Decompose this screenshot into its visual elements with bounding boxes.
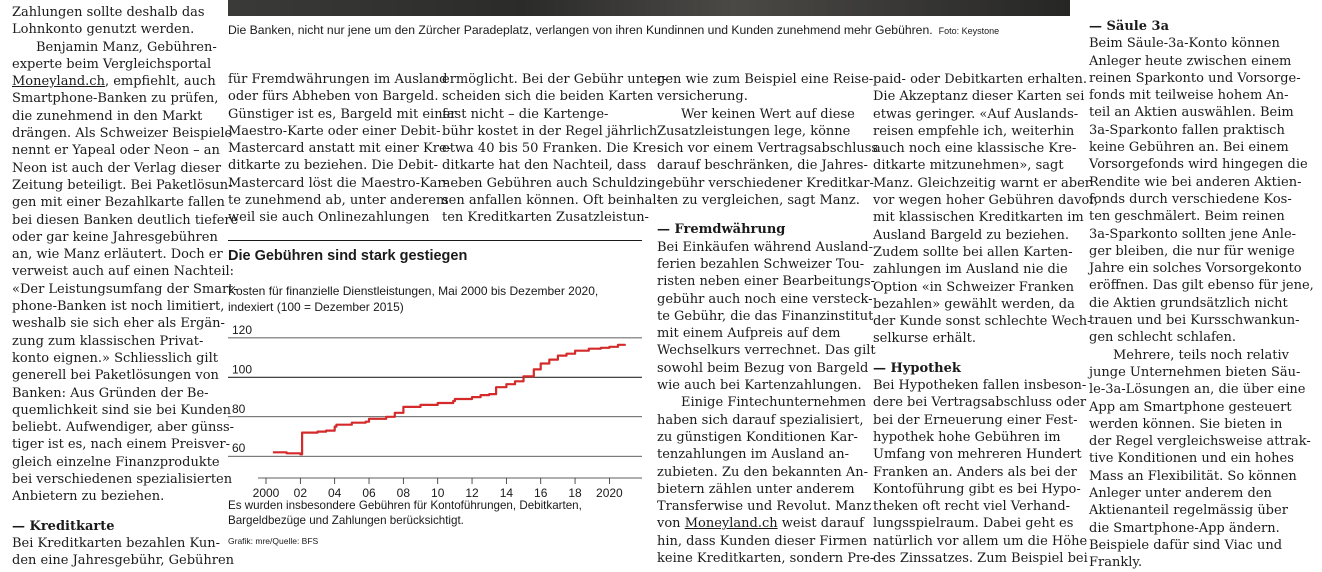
text-line: fonds mit teilweise hohem An- — [1089, 88, 1289, 104]
x-tick-label: 12 — [465, 486, 479, 498]
article-column-4 — [657, 71, 879, 567]
article-column-3 — [442, 71, 668, 227]
text-line: für Fremdwährungen im Ausland — [228, 72, 448, 87]
text-line: Option «in Schweizer Franken — [873, 279, 1075, 295]
text-line: trauen und bei Kursschwankun- — [1089, 313, 1300, 329]
text-line: risten neben einer Bearbeitungs- — [657, 274, 876, 290]
x-tick-label: 06 — [362, 486, 376, 498]
section-heading-hypothek: — Hypothek — [873, 360, 961, 376]
text-line: Anleger unter anderem den — [1089, 486, 1272, 502]
photo-caption — [228, 23, 1088, 37]
text-line: reinen Sparkonto und Vorsorge- — [1089, 70, 1301, 86]
text-line: ten zu vergleichen, sagt Manz. — [657, 193, 860, 209]
text-line: ferien bezahlen Schweizer Tou- — [657, 256, 865, 272]
text-line: werden können. Sie bieten in — [1089, 416, 1283, 432]
y-tick-label: 120 — [232, 322, 253, 337]
chart-title: Die Gebühren sind stark gestiegen — [228, 248, 468, 264]
text-line: oder gar keine Jahresgebühren — [12, 229, 218, 245]
text-line: Mass an Flexibilität. So können — [1089, 468, 1297, 484]
text-line: nennt er Yapeal oder Neon – an — [12, 143, 220, 159]
text-line: die zunehmend in den Markt — [12, 108, 203, 124]
text-line: gen mit einer Bezahlkarte fallen — [12, 195, 225, 211]
article-photo — [228, 0, 1070, 16]
text-line: teil an Aktien auswählen. Beim — [1089, 105, 1294, 121]
text-line: phone-Banken ist noch limitiert, — [12, 299, 225, 315]
chart-note: Es wurden insbesondere Gebühren für Kontoführungen, Debitkarten, Bargeldbezüge und Zahlungen berücksichtigt. — [228, 499, 582, 527]
col6-para-a — [1089, 35, 1314, 346]
text-line: 3a-Sparkonto fallen praktisch — [1089, 122, 1285, 138]
text-line: bietern zählen unter anderem — [657, 481, 855, 497]
text-line: lungsspielraum. Dabei geht es — [873, 516, 1074, 532]
text-line: Kontoführung gibt es bei Hypo- — [873, 481, 1081, 497]
text-line: Anbietern zu beziehen. — [12, 489, 165, 505]
text-line: fonds durch verschiedene Kos- — [1089, 191, 1292, 207]
section-heading-fremdwaehrung: — Fremdwährung — [657, 222, 786, 238]
text-line: sich vor einem Vertragsabschluss — [657, 141, 879, 157]
article-column-5 — [873, 71, 1099, 567]
text-line: te Gebühr, die das Finanzinstitut — [657, 308, 874, 324]
y-tick-label: 100 — [232, 362, 253, 377]
text-line: junge Unternehmen bieten Säu- — [1089, 364, 1301, 380]
text-line: von Moneyland.ch weist darauf — [657, 516, 864, 532]
text-line: Zusatzleistungen lege, könne — [657, 123, 851, 139]
text-line: Smartphone-Banken zu prüfen, — [12, 91, 219, 107]
text-line: Umfang von mehreren Hundert — [873, 447, 1082, 463]
text-line: Neon ist auch der Verlag dieser — [12, 160, 222, 176]
text-line: Mastercard anstatt mit einer Kre- — [228, 141, 452, 157]
text-line: darauf beschränken, die Jahres- — [657, 158, 868, 174]
chart-subtitle: Kosten für finanzielle Dienstleistungen, Mai 2000 bis Dezember 2020, indexiert (100 = Dezember 2015) — [228, 284, 599, 314]
text-line: mit klassischen Kreditkarten im — [873, 210, 1084, 226]
text-line: gen schlecht schlafen. — [1089, 330, 1236, 346]
chart-top-rule — [228, 240, 642, 241]
chart — [228, 240, 642, 558]
x-tick-label: 02 — [293, 486, 308, 498]
text-line: Vorsorgefonds wird hingegen die — [1089, 157, 1308, 173]
text-line: Frankly. — [1089, 555, 1143, 571]
text-line: mit einem Aufpreis auf dem — [657, 326, 841, 342]
text-line: zung zum klassischen Privat- — [12, 333, 204, 349]
col4-para-b-first: Wer keinen Wert auf diese — [681, 106, 855, 122]
text-line: haben sich darauf spezialisiert, — [657, 412, 864, 428]
col5-para-b — [873, 377, 1088, 567]
text-line: Beispiele dafür sind Viac und — [1089, 537, 1283, 553]
text-line: ditkarte zu beziehen. Die Debit- — [228, 158, 438, 174]
text-line: sowohl beim Bezug von Bargeld — [657, 360, 869, 376]
text-line: bühr kostet in der Regel jährlich — [442, 123, 658, 139]
moneyland-link[interactable]: Moneyland.ch — [684, 516, 778, 532]
x-tick-label: 04 — [327, 486, 342, 498]
text-line: reisen empfehle ich, weiterhin — [873, 123, 1075, 139]
text-line: weil sie auch Onlinezahlungen — [228, 210, 430, 226]
x-tick-label: 16 — [534, 486, 548, 498]
text-line: gen wie zum Beispiel eine Reise- — [657, 72, 874, 87]
text-line: Manz. Gleichzeitig warnt er aber — [873, 175, 1091, 191]
text-line: ditkarte mitzunehmen», sagt — [873, 158, 1064, 174]
text-line: Ausland Bargeld zu beziehen. — [873, 227, 1069, 243]
col6-para-b — [1089, 364, 1311, 572]
text-line: zahlungen im Ausland nie die — [873, 262, 1068, 278]
text-line: Anleger heute zwischen einem — [1089, 53, 1292, 69]
text-line: ermöglicht. Bei der Gebühr unter- — [442, 72, 668, 87]
text-line: der Kunde sonst schlechte Wech- — [873, 314, 1092, 330]
text-line: bei diesen Banken deutlich tiefere — [12, 212, 239, 228]
text-line: an, wie Manz erläutert. Doch er — [12, 247, 223, 263]
col1-para-b-first: Benjamin Manz, Gebühren- — [36, 39, 217, 55]
col4-para-a — [657, 71, 874, 106]
text-line: zu günstigen Konditionen Kar- — [657, 429, 858, 445]
text-line: Zahlungen sollte deshalb das — [12, 5, 205, 20]
y-tick-label: 60 — [232, 441, 246, 456]
x-tick-label: 14 — [499, 486, 514, 498]
text-line: Maestro-Karte oder einer Debit- — [228, 123, 441, 139]
text-line: dere bei Vertragsabschluss oder — [873, 395, 1087, 411]
col4-para-d-first: Einige Fintechunternehmen — [681, 395, 867, 411]
section-heading-kreditkarte: — Kreditkarte — [12, 518, 115, 534]
col4-para-d — [657, 412, 875, 568]
col3-para — [442, 71, 668, 227]
x-tick-label: 2000 — [252, 486, 280, 498]
text-line: paid- oder Debitkarten erhalten. — [873, 72, 1087, 87]
series-line — [273, 345, 625, 455]
article-column-6 — [1089, 18, 1314, 572]
text-line: keine Kreditkarten, sondern Pre- — [657, 551, 875, 567]
text-line: hin, dass Kunden dieser Firmen — [657, 533, 868, 549]
chart-plot — [228, 322, 642, 498]
text-line: etwas geringer. «Auf Auslands- — [873, 106, 1079, 122]
text-line: Bei Einkäufen während Ausland- — [657, 239, 873, 255]
text-line: Mastercard löst die Maestro-Kar- — [228, 175, 449, 191]
text-line: versicherung. — [657, 89, 748, 105]
text-line: scheiden sich die beiden Karten — [442, 89, 654, 105]
text-line: tive Konditionen und ein hohes — [1089, 451, 1294, 467]
text-line: generell bei Paketlösungen von — [12, 368, 219, 384]
text-line: Banken: Aus Gründen der Be- — [12, 385, 209, 401]
text-line: sen anfallen können. Oft beinhal- — [442, 193, 661, 209]
text-line: Lohnkonto genutzt werden. — [12, 22, 195, 38]
text-line: ten Kreditkarten Zusatzleistun- — [442, 210, 649, 226]
text-line: experte beim Vergleichsportal — [12, 56, 212, 72]
section-heading-saeule-3a: — Säule 3a — [1089, 19, 1169, 34]
text-line: Jahre ein solches Vorsorgekonto — [1089, 261, 1302, 277]
text-line: theken oft recht viel Verhand- — [873, 499, 1071, 515]
col4-para-c — [657, 239, 876, 395]
text-line: ditkarte hat den Nachteil, dass — [442, 158, 647, 174]
text-line: eröffnen. Das gilt ebenso für jene, — [1089, 278, 1314, 294]
text-line: auch noch eine klassische Kre- — [873, 141, 1077, 157]
text-line: bei der Erneuerung einer Fest- — [873, 412, 1078, 428]
col5-para-a — [873, 71, 1099, 348]
text-line: wie auch bei Kartenzahlungen. — [657, 378, 862, 394]
col2-para — [228, 71, 457, 227]
text-line: 3a-Sparkonto sollten jene Anle- — [1089, 226, 1297, 242]
text-line: Aktienanteil regelmässig über — [1089, 503, 1288, 519]
x-tick-label: 2020 — [596, 486, 623, 498]
x-tick-label: 08 — [396, 486, 411, 498]
text-line: ger bleiben, die nur für wenige — [1089, 243, 1295, 259]
moneyland-link[interactable]: Moneyland.ch — [12, 74, 105, 90]
text-line: gebühr verschiedener Kreditkar- — [657, 175, 874, 191]
text-line: Die Akzeptanz dieser Karten sei — [873, 89, 1085, 105]
text-line: Wechselkurs verrechnet. Das gilt — [657, 343, 876, 359]
text-line: die Aktien grundsätzlich nicht — [1089, 295, 1288, 311]
col4-para-b — [657, 123, 879, 209]
text-line: tenzahlungen im Ausland an- — [657, 447, 849, 463]
text-line: gleich einzelne Finanzprodukte — [12, 454, 220, 470]
text-line: Günstiger ist es, Bargeld mit einer — [228, 106, 457, 122]
text-line: «Der Leistungsumfang der Smart- — [12, 281, 238, 297]
col6-para-b-first: Mehrere, teils noch relativ — [1113, 347, 1290, 363]
text-line: fast nicht – die Kartenge- — [442, 106, 609, 122]
photo-credit: Foto: Keystone — [938, 26, 1000, 36]
y-tick-label: 80 — [232, 401, 246, 416]
text-line: keine Gebühren an. Bei einem — [1089, 140, 1289, 156]
text-line: beliebt. Aufwendiger, aber günss- — [12, 420, 235, 436]
text-line: Bei Hypotheken fallen insbeson- — [873, 378, 1087, 394]
col1-para-a — [12, 4, 211, 39]
x-tick-label: 18 — [568, 486, 582, 498]
text-line: quemlichkeit sind sie bei Kunden — [12, 402, 231, 418]
text-line: Beim Säule-3a-Konto können — [1089, 36, 1280, 52]
text-line: konto eignen.» Schliesslich gilt — [12, 350, 218, 366]
text-line: App am Smartphone gesteuert — [1089, 399, 1292, 415]
text-line: Rendite wie bei anderen Aktien- — [1089, 174, 1302, 190]
text-line: te zunehmend ab, unter anderem — [228, 193, 449, 209]
text-line: hypothek hohe Gebühren im — [873, 429, 1061, 445]
text-line: den eine Jahresgebühr, Gebühren — [12, 553, 235, 569]
text-line: natürlich vor allem um die Höhe — [873, 533, 1088, 549]
text-line: Franken an. Anders als bei der — [873, 464, 1077, 480]
text-line: gebühr auch noch eine versteck- — [657, 291, 873, 307]
text-line: le-3a-Lösungen an, die über eine — [1089, 382, 1306, 398]
text-line: drängen. Als Schweizer Beispiele — [12, 126, 233, 142]
text-line: Bei Kreditkarten bezahlen Kun- — [12, 535, 221, 551]
text-line: bezahlen» gewählt werden, da — [873, 296, 1075, 312]
text-line: Transferwise und Revolut. Manz — [657, 499, 872, 515]
text-line: etwa 40 bis 50 Franken. Die Kre- — [442, 141, 661, 157]
text-line: Zeitung beteiligt. Bei Paketlösun- — [12, 177, 233, 193]
chart-source: Grafik: mre/Quelle: BFS — [228, 536, 319, 546]
text-line: vor wegen hoher Gebühren davor, — [873, 193, 1099, 209]
text-line: Zudem sollte bei allen Karten- — [873, 244, 1073, 260]
text-line: der Regel vergleichsweise attrak- — [1089, 434, 1311, 450]
text-line: oder fürs Abheben von Bargeld. — [228, 89, 439, 105]
text-line: bei verschiedenen spezialisierten — [12, 472, 233, 488]
col1-para-c — [12, 535, 235, 570]
text-line: verweist auch auf einen Nachteil: — [12, 264, 235, 280]
x-tick-label: 10 — [431, 486, 445, 498]
text-line: des Zinssatzes. Zum Beispiel bei — [873, 551, 1088, 567]
text-line: tiger ist es, nach einem Preisver- — [12, 437, 230, 453]
text-line: die Smartphone-App ändern. — [1089, 520, 1280, 536]
text-line: ten geschmälert. Beim reinen — [1089, 209, 1285, 225]
text-line: zubieten. Zu den bekannten An- — [657, 464, 868, 480]
text-line: neben Gebühren auch Schuldzin- — [442, 175, 662, 191]
text-line: selkurse erhält. — [873, 331, 977, 347]
article-column-2 — [228, 71, 457, 227]
caption-text: Die Banken, nicht nur jene um den Zürcher Paradeplatz, verlangen von ihren Kundinnen und Kunden zunehmend mehr Gebühren. — [228, 23, 933, 37]
text-line: weshalb sie sich eher als Ergän- — [12, 316, 225, 332]
text-line: Moneyland.ch, empfiehlt, auch — [12, 74, 216, 90]
